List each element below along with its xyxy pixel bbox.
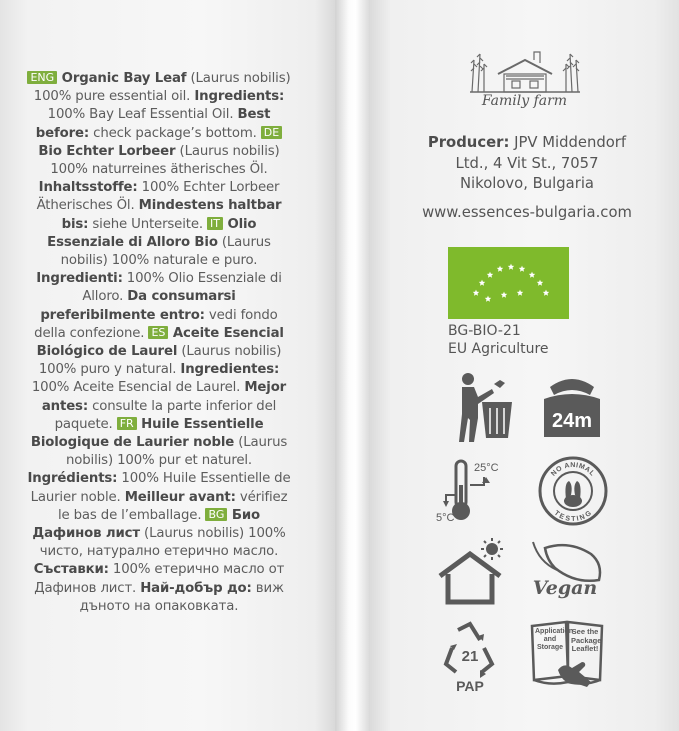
eu-star-icon: [473, 290, 479, 296]
no-animal-testing-icon: [537, 455, 609, 527]
bold-label: Organic Bay Leaf: [57, 71, 187, 86]
eu-code-text: BG-BIO-21: [448, 323, 521, 339]
language-badge: DE: [261, 126, 282, 139]
bold-label: Био Дафинов лист: [32, 507, 260, 542]
body-text: (Laurus nobilis) 100% naturale e puro.: [60, 234, 271, 269]
body-text: siehe Unterseite.: [88, 216, 207, 232]
address-line1: Ltd., 4 Vit St., 7057: [455, 154, 599, 172]
bold-label: Olio Essenziale di Alloro Bio: [47, 216, 257, 250]
eu-agriculture-text: EU Agriculture: [448, 341, 549, 357]
body-text: 100% Huile Essentielle de Laurier noble.: [30, 471, 291, 505]
bold-label: Da consumarsi preferibilmente entro:: [40, 289, 236, 323]
eu-star-icon: [543, 290, 549, 296]
no-animal-top-text: NO ANIMAL: [550, 461, 596, 478]
eu-organic-leaf-icon: [448, 247, 569, 319]
body-text: 100% етерично масло от Дафинов лист.: [34, 562, 285, 596]
lavender-right-icon: [563, 54, 579, 92]
body-text: consulte la parte inferior del paquete.: [54, 398, 277, 432]
bold-label: Съставки:: [33, 562, 109, 578]
eu-star-icon: [537, 280, 543, 286]
eu-star-icon: [497, 266, 503, 272]
producer-info: [392, 133, 662, 195]
logo-text: Family farm: [481, 93, 568, 109]
box-gap: [335, 0, 369, 731]
bold-label: Ingredientes:: [180, 362, 280, 378]
eu-star-icon: [479, 280, 485, 286]
bold-label: Meilleur avant:: [124, 489, 236, 505]
pao-months-text: 24m: [551, 410, 593, 432]
storage-temperature-icon: [436, 455, 498, 527]
leaflet-left-text: Application and Storage: [535, 628, 574, 651]
website-url: www.essences-bulgaria.com: [422, 204, 632, 221]
bold-label: Huile Essentielle Biologique de Laurier noble: [30, 416, 264, 451]
bold-label: Aceite Esencial Biológico de Laurel: [36, 325, 284, 360]
body-text: check package’s bottom.: [89, 125, 261, 141]
lavender-left-icon: [471, 54, 487, 92]
body-text: vedi fondo della confezione.: [34, 307, 278, 341]
bold-label: Inhaltsstoffe:: [38, 180, 138, 196]
temp-low-text: 5°C: [436, 512, 455, 524]
house-roof-icon: [498, 60, 552, 74]
body-text: 100% Olio Essenziale di Alloro.: [82, 271, 282, 305]
house-icon: [504, 74, 546, 92]
body-text: (Laurus nobilis) 100% naturreines ätherisches Öl.: [50, 143, 280, 178]
body-text: (Laurus nobilis) 100% чисто, натурално етерично масло.: [39, 526, 286, 560]
eu-organic-logo: [448, 247, 569, 319]
bold-label: Ingredients:: [194, 89, 285, 105]
body-text: (Laurus nobilis) 100% pure essential oil.: [33, 71, 291, 105]
producer-label: Producer:: [427, 134, 510, 151]
bold-label: Bio Echter Lorbeer: [38, 143, 176, 159]
bold-label: Ingrédients:: [27, 471, 118, 487]
language-badge: FR: [117, 417, 137, 430]
temp-high-text: 25°C: [474, 462, 499, 474]
eu-star-icon: [487, 272, 493, 278]
vegan-icon: [525, 540, 609, 602]
left-box-side: [0, 0, 335, 731]
eu-star-icon: [517, 290, 523, 296]
recycle-pap-icon: [440, 620, 502, 694]
pap-number-text: 21: [461, 648, 479, 665]
store-indoors-icon: [438, 538, 506, 604]
body-text: виж дъното на опаковката.: [79, 580, 284, 614]
eu-star-icon: [529, 272, 535, 278]
body-text: 100% Bay Leaf Essential Oil.: [47, 107, 238, 123]
bold-label: Mejor antes:: [41, 380, 287, 414]
vegan-text: Vegan: [532, 577, 598, 599]
dispose-properly-icon: [450, 370, 516, 442]
leaflet-right-text: See the Package Leaflet!: [571, 627, 602, 653]
svg-text:NO ANIMAL: [550, 462, 596, 478]
body-text: 100% Aceite Esencial de Laurel.: [31, 380, 245, 396]
language-badge: BG: [205, 508, 227, 521]
producer-name: JPV Middendorf: [509, 134, 627, 151]
no-animal-bottom-text: TESTING: [552, 509, 594, 524]
eu-star-icon: [501, 292, 507, 298]
language-badge: IT: [207, 217, 223, 230]
body-text: (Laurus nobilis) 100% pur et naturel.: [66, 435, 288, 469]
language-badge: ENG: [27, 71, 57, 84]
bold-label: Най-добър до:: [140, 580, 252, 596]
eu-star-icon: [485, 296, 491, 302]
bold-label: Mindestens haltbar bis:: [61, 198, 282, 232]
eu-star-icon: [519, 266, 525, 272]
eu-star-icon: [508, 264, 514, 270]
bold-label: Best before:: [35, 107, 271, 141]
body-text: 100% Echter Lorbeer Ätherisches Öl.: [36, 180, 280, 214]
bold-label: Ingredienti:: [36, 271, 123, 287]
body-text: vérifiez le bas de l’emballage.: [57, 489, 288, 523]
eu-certification: [448, 322, 549, 358]
language-badge: ES: [148, 326, 168, 339]
see-leaflet-icon: [528, 620, 608, 692]
period-after-opening-icon: [540, 373, 604, 441]
pap-label-text: PAP: [456, 678, 484, 694]
body-text: (Laurus nobilis) 100% puro y natural.: [38, 344, 282, 378]
address-line2: Nikolovo, Bulgaria: [459, 175, 595, 192]
multilingual-description: [26, 70, 292, 616]
